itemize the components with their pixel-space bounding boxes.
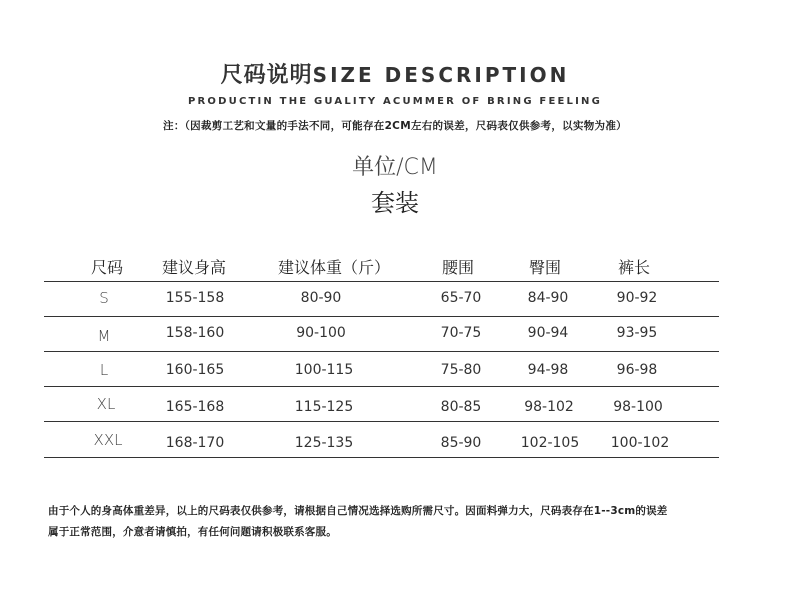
header-height: 建议身高 (162, 258, 227, 277)
cell-weight: 100-115 (294, 362, 354, 378)
cell-hip: 98-102 (524, 399, 574, 415)
cell-length: 100-102 (610, 435, 670, 451)
cell-size: XXL (93, 431, 123, 449)
cell-height: 158-160 (165, 325, 225, 341)
cell-hip: 94-98 (527, 362, 569, 378)
table-divider (44, 316, 719, 317)
cell-size: S (99, 289, 109, 307)
cell-hip: 90-94 (527, 325, 569, 341)
cell-height: 155-158 (165, 290, 225, 306)
cell-hip: 102-105 (520, 435, 580, 451)
cell-height: 165-168 (165, 399, 225, 415)
cell-weight: 125-135 (294, 435, 354, 451)
table-divider (44, 281, 719, 282)
header-hip: 臀围 (529, 258, 562, 277)
cell-length: 96-98 (616, 362, 658, 378)
subtitle: PRODUCTIN THE GUALITY ACUMMER OF BRING FEELING (188, 96, 602, 107)
cell-weight: 115-125 (294, 399, 354, 415)
cell-weight: 80-90 (300, 290, 342, 306)
footer-note-line2: 属于正常范围，介意者请慎拍，有任何问题请积极联系客服。 (48, 526, 337, 538)
unit-label: 单位/CM (352, 155, 438, 180)
page-title (0, 58, 790, 89)
cell-weight: 90-100 (296, 325, 346, 341)
header-length: 裤长 (618, 258, 651, 277)
footer-note-line1: 由于个人的身高体重差异，以上的尺码表仅供参考，请根据自己情况选择选购所需尺寸。因面料弹力大，尺码表存在1--3cm的误差 (48, 505, 668, 517)
title-english: SIZE DESCRIPTION (312, 63, 570, 87)
header-waist: 腰围 (442, 258, 475, 277)
cell-length: 90-92 (616, 290, 658, 306)
table-divider (44, 457, 719, 458)
cell-length: 98-100 (613, 399, 663, 415)
cell-waist: 85-90 (440, 435, 482, 451)
cell-hip: 84-90 (527, 290, 569, 306)
disclaimer-note: 注：（因裁剪工艺和文量的手法不同，可能存在2CM左右的误差，尺码表仅供参考，以实物为准） (163, 120, 627, 132)
cell-height: 168-170 (165, 435, 225, 451)
table-divider (44, 351, 719, 352)
cell-waist: 80-85 (440, 399, 482, 415)
set-label: 套装 (371, 189, 419, 217)
cell-waist: 65-70 (440, 290, 482, 306)
cell-size: XL (96, 395, 116, 413)
cell-length: 93-95 (616, 325, 658, 341)
cell-size: L (99, 361, 109, 379)
cell-waist: 70-75 (440, 325, 482, 341)
header-weight: 建议体重（斤） (278, 258, 391, 277)
cell-size: M (97, 327, 111, 345)
cell-waist: 75-80 (440, 362, 482, 378)
header-size: 尺码 (91, 258, 124, 277)
cell-height: 160-165 (165, 362, 225, 378)
title-chinese: 尺码说明 (220, 63, 313, 88)
table-divider (44, 386, 719, 387)
table-divider (44, 421, 719, 422)
